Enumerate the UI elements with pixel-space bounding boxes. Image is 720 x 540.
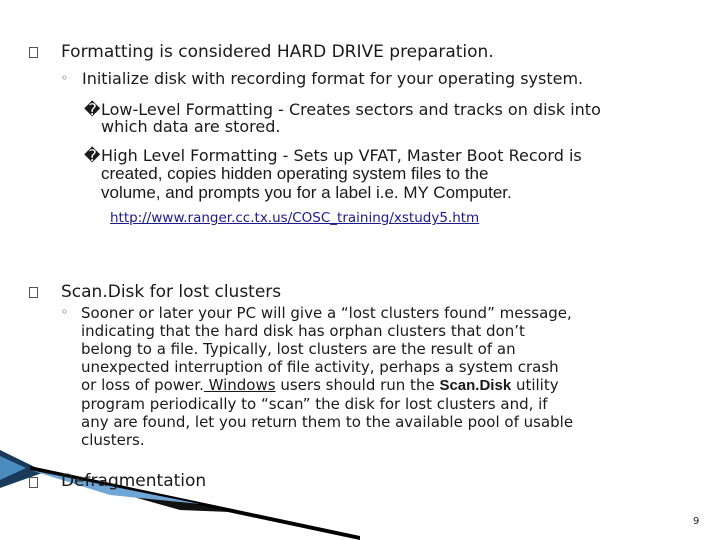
sub-bullet-icon: ◦ bbox=[61, 71, 69, 85]
decorative-swoosh bbox=[0, 450, 360, 540]
scandisk-line-5a: or loss of power. bbox=[81, 376, 204, 394]
page-number: 9 bbox=[693, 516, 700, 527]
scandisk-paragraph bbox=[81, 304, 681, 449]
scandisk-line-8: clusters. bbox=[81, 431, 145, 449]
high-level-line-1: High Level Formatting - Sets up VFAT, Master Boot Record is bbox=[101, 146, 582, 165]
scandisk-line-6: program periodically to “scan” the disk for lost clusters and, if bbox=[81, 395, 548, 413]
scandisk-line-7: any are found, let you return them to the available pool of usable bbox=[81, 413, 574, 431]
bullet-formatting: Formatting is considered HARD DRIVE preparation. bbox=[61, 42, 494, 62]
missing-glyph-icon: � bbox=[84, 146, 101, 165]
scandisk-line-5 bbox=[81, 376, 681, 395]
bullet-scandisk: Scan.Disk for lost clusters bbox=[61, 282, 282, 302]
bullet-box-icon bbox=[29, 47, 38, 58]
xstudy-link[interactable]: http://www.ranger.cc.tx.us/COSC_training/xstudy5.htm bbox=[110, 210, 480, 226]
scandisk-line-2: indicating that the hard disk has orphan clusters that don’t bbox=[81, 322, 525, 340]
bullet-box-icon bbox=[29, 477, 38, 488]
high-level-line-3: volume, and prompts you for a label i.e. MY Computer. bbox=[101, 183, 512, 202]
sub-bullet-initialize: Initialize disk with recording format for your operating system. bbox=[82, 69, 584, 88]
sub-bullet-icon: ◦ bbox=[61, 305, 69, 319]
missing-glyph-icon: � bbox=[84, 100, 101, 119]
bullet-box-icon bbox=[29, 287, 38, 298]
bullet-defragmentation: Defragmentation bbox=[61, 471, 207, 491]
scandisk-line-3: belong to a file. Typically, lost clusters are the result of an bbox=[81, 340, 516, 358]
scandisk-line-4: unexpected interruption of file activity, perhaps a system crash bbox=[81, 358, 559, 376]
scandisk-line-5c: utility bbox=[511, 376, 559, 394]
windows-link[interactable]: Windows bbox=[203, 376, 276, 394]
scandisk-line-5b: users should run the bbox=[275, 376, 440, 394]
scandisk-bold: Scan.Disk bbox=[439, 377, 512, 394]
high-level-line-2: created, copies hidden operating system files to the bbox=[101, 164, 489, 183]
low-level-line-1: Low-Level Formatting - Creates sectors and tracks on disk into bbox=[101, 100, 601, 119]
scandisk-line-1: Sooner or later your PC will give a “lost clusters found” message, bbox=[81, 304, 572, 322]
low-level-line-2: which data are stored. bbox=[101, 117, 281, 136]
